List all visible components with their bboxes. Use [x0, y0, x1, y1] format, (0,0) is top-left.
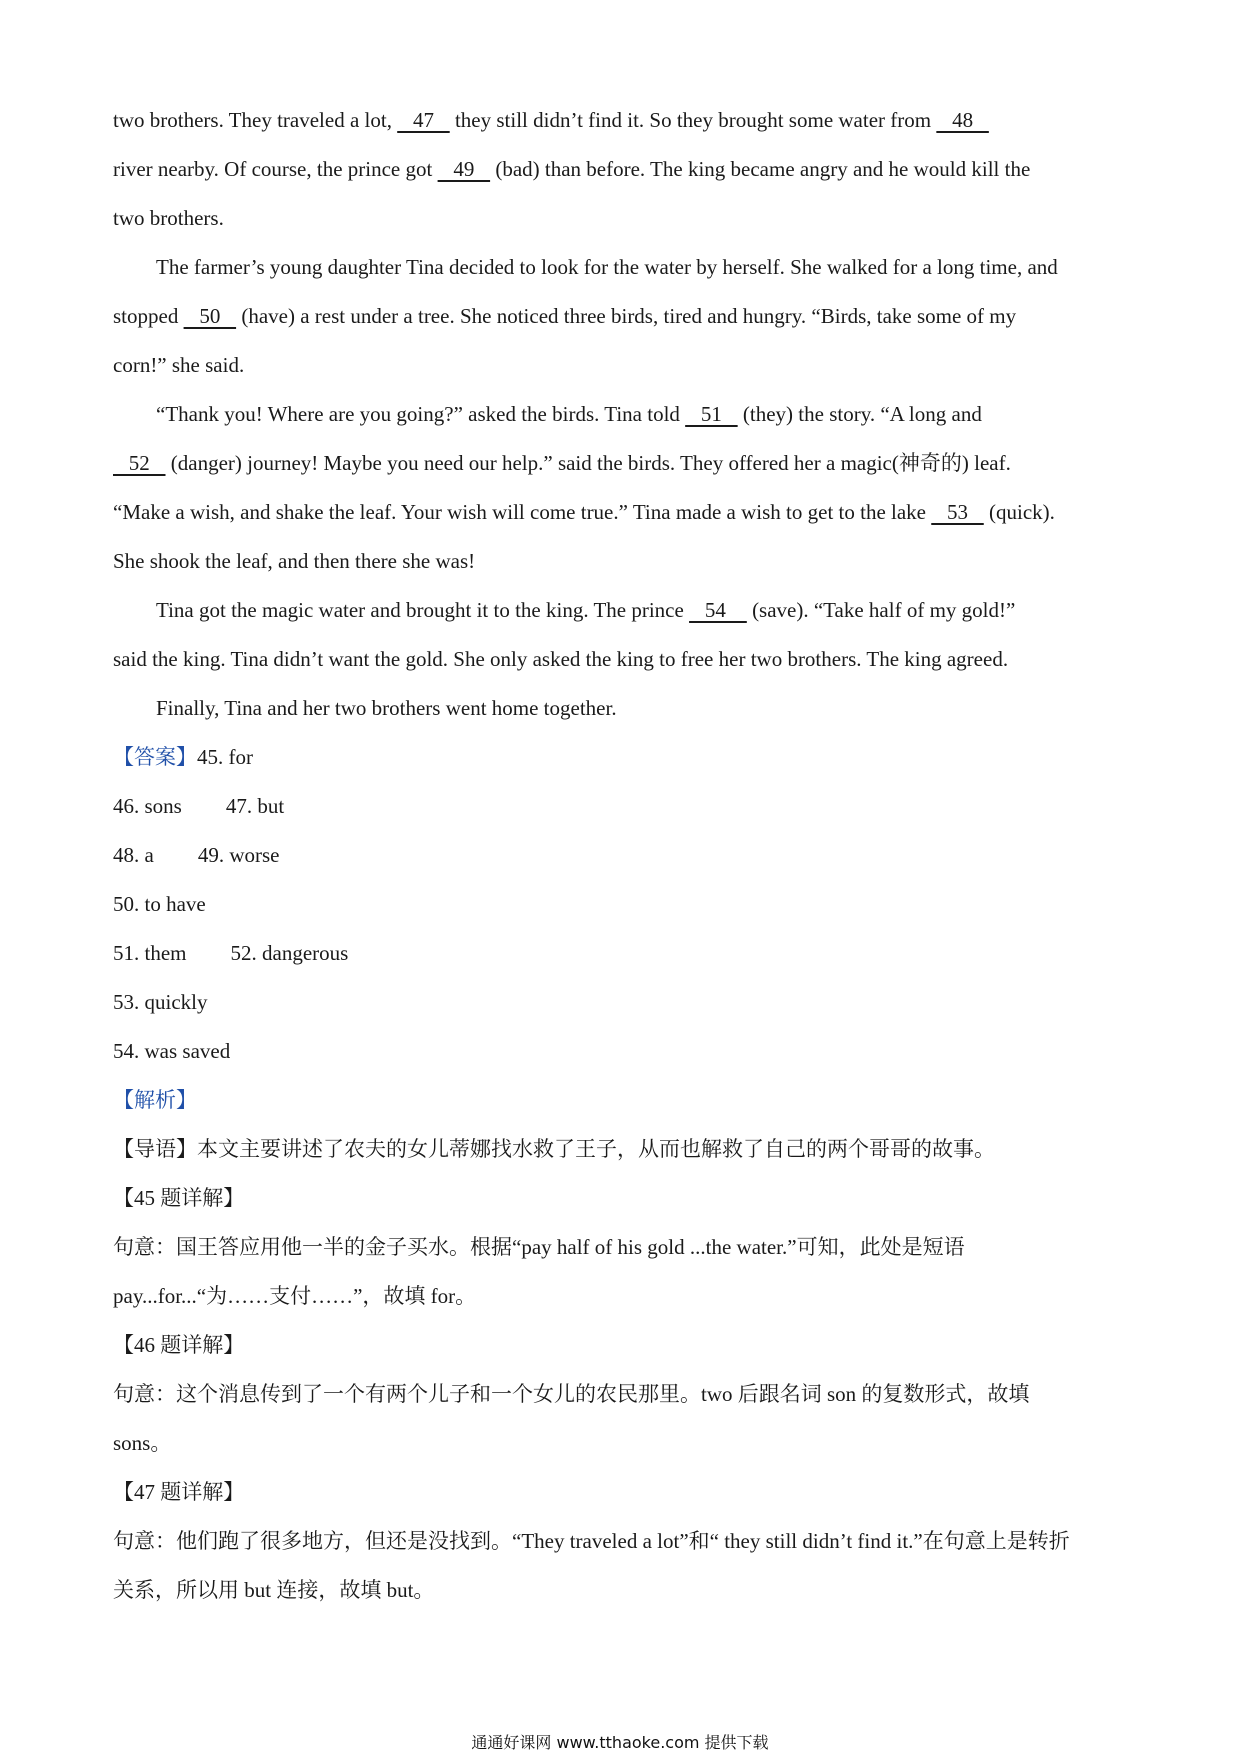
answer-tag: 【答案】: [113, 745, 197, 769]
question-46-heading: 【46 题详解】: [113, 1333, 245, 1357]
blank-54: 54: [689, 598, 747, 622]
answer-line: 53. quickly: [113, 990, 208, 1014]
answer-line: 46. sons 47. but: [113, 794, 285, 818]
passage-line: corn!” she said.: [113, 353, 245, 377]
blank-49: 49: [437, 157, 491, 181]
passage-line: “Make a wish, and shake the leaf. Your wish will come true.” Tina made a wish to get to the lake 53 (quick).: [113, 500, 1055, 524]
analysis-line: 关系，所以用 but 连接，故填 but。: [113, 1578, 435, 1602]
answer-line: 54. was saved: [113, 1039, 231, 1063]
analysis-intro: 【导语】本文主要讲述了农夫的女儿蒂娜找水救了王子，从而也解救了自己的两个哥哥的故事。: [113, 1137, 995, 1161]
passage-line: “Thank you! Where are you going?” asked the birds. Tina told 51 (they) the story. “A long and: [156, 402, 982, 426]
page-footer: 通通好课网 www.tthaoke.com 提供下载: [471, 1733, 769, 1752]
analysis-line: sons。: [113, 1431, 172, 1455]
analysis-line: pay...for...“为……支付……”，故填 for。: [113, 1284, 477, 1308]
answer-line: 【答案】45. for: [113, 745, 253, 769]
passage-line: two brothers.: [113, 206, 224, 230]
question-45-heading: 【45 题详解】: [113, 1186, 245, 1210]
answer-line: 51. them 52. dangerous: [113, 941, 349, 965]
analysis-line: 句意：国王答应用他一半的金子买水。根据“pay half of his gold ...the water.”可知，此处是短语: [113, 1235, 965, 1259]
passage-line: said the king. Tina didn’t want the gold. She only asked the king to free her two brothers. The king agreed.: [113, 647, 1009, 671]
analysis-line: 句意：这个消息传到了一个有两个儿子和一个女儿的农民那里。two 后跟名词 son 的复数形式，故填: [113, 1382, 1030, 1406]
blank-50: 50: [183, 304, 237, 328]
blank-47: 47: [397, 108, 450, 132]
passage-line: Finally, Tina and her two brothers went home together.: [156, 696, 617, 720]
answer-line: 48. a 49. worse: [113, 843, 280, 867]
passage-line: 52 (danger) journey! Maybe you need our help.” said the birds. They offered her a magic(神奇的) leaf.: [113, 451, 1011, 475]
answer-line: 50. to have: [113, 892, 206, 916]
passage-line: She shook the leaf, and then there she was!: [113, 549, 476, 573]
passage-line: two brothers. They traveled a lot, 47 they still didn’t find it. So they brought some water from 48: [113, 108, 989, 132]
analysis-line: 句意：他们跑了很多地方，但还是没找到。“They traveled a lot”和“ they still didn’t find it.”在句意上是转折: [113, 1529, 1070, 1553]
passage-line: stopped 50 (have) a rest under a tree. She noticed three birds, tired and hungry. “Birds, take some of my: [113, 304, 1017, 328]
passage-line: The farmer’s young daughter Tina decided to look for the water by herself. She walked for a long time, and: [156, 255, 1058, 279]
passage-line: Tina got the magic water and brought it to the king. The prince 54 (save). “Take half of my gold!”: [156, 598, 1016, 622]
blank-51: 51: [685, 402, 738, 426]
document-page: [113, 96, 1133, 1615]
blank-48: 48: [936, 108, 989, 132]
analysis-tag: 【解析】: [113, 1088, 197, 1112]
passage-line: river nearby. Of course, the prince got 49 (bad) than before. The king became angry and he would kill the: [113, 157, 1031, 181]
question-47-heading: 【47 题详解】: [113, 1480, 245, 1504]
blank-53: 53: [931, 500, 984, 524]
blank-52: 52: [113, 451, 166, 475]
